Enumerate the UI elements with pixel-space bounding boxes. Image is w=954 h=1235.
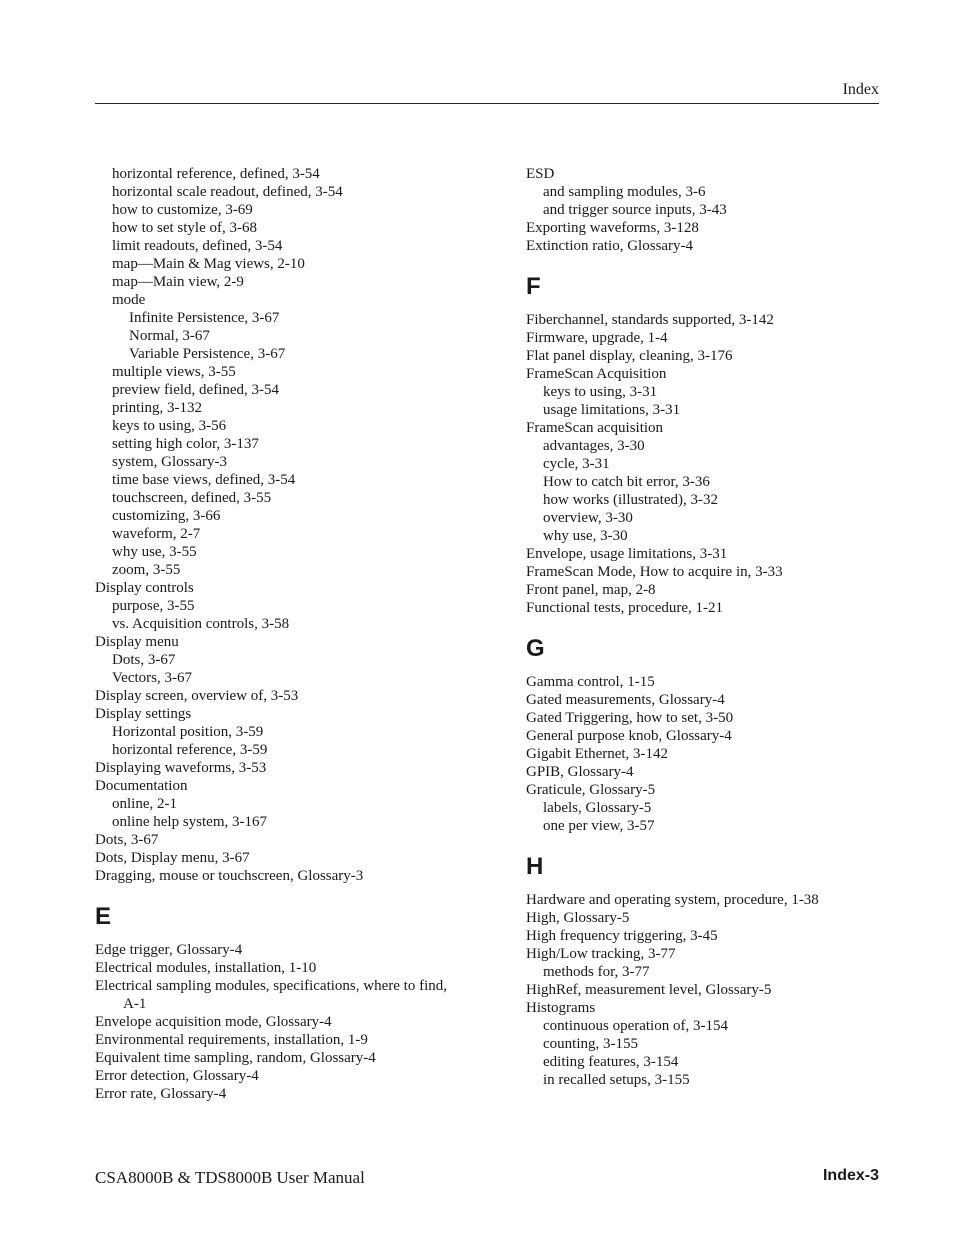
index-subentry: advantages, 3-30 (543, 438, 645, 454)
index-entry: Flat panel display, cleaning, 3-176 (526, 348, 733, 364)
index-subentry: cycle, 3-31 (543, 456, 610, 472)
index-entry: FrameScan Acquisition (526, 366, 667, 382)
index-entry: Graticule, Glossary-5 (526, 782, 656, 798)
index-entry: Envelope acquisition mode, Glossary-4 (95, 1014, 332, 1030)
index-entry: Documentation (95, 778, 188, 794)
index-column-right (526, 165, 886, 1089)
index-subentry: Variable Persistence, 3-67 (129, 346, 286, 362)
index-entry: Extinction ratio, Glossary-4 (526, 238, 694, 254)
index-entry: Display screen, overview of, 3-53 (95, 688, 299, 704)
index-section-letter: H (526, 853, 544, 880)
index-subentry: keys to using, 3-31 (543, 384, 658, 400)
index-entry: FrameScan acquisition (526, 420, 664, 436)
index-subentry: one per view, 3-57 (543, 818, 655, 834)
index-subentry: how works (illustrated), 3-32 (543, 492, 718, 508)
index-subentry: online help system, 3-167 (112, 814, 267, 830)
index-subentry: Dots, 3-67 (112, 652, 176, 668)
index-entry: Electrical modules, installation, 1-10 (95, 960, 317, 976)
index-entry: Dots, Display menu, 3-67 (95, 850, 250, 866)
index-entry: Functional tests, procedure, 1-21 (526, 600, 724, 616)
index-subentry: why use, 3-55 (112, 544, 197, 560)
index-entry: Front panel, map, 2-8 (526, 582, 656, 598)
index-entry: Display menu (95, 634, 179, 650)
index-subentry: overview, 3-30 (543, 510, 633, 526)
footer-manual-title: CSA8000B & TDS8000B User Manual (95, 1168, 365, 1187)
index-subentry: horizontal scale readout, defined, 3-54 (112, 184, 343, 200)
index-subentry: printing, 3-132 (112, 400, 202, 416)
index-subentry: setting high color, 3-137 (112, 436, 259, 452)
index-subentry: keys to using, 3-56 (112, 418, 227, 434)
index-subentry: how to customize, 3-69 (112, 202, 253, 218)
index-entry: Histograms (526, 1000, 596, 1016)
index-subentry: horizontal reference, defined, 3-54 (112, 166, 320, 182)
index-entry: General purpose knob, Glossary-4 (526, 728, 732, 744)
index-entry: Fiberchannel, standards supported, 3-142 (526, 312, 774, 328)
index-subentry: why use, 3-30 (543, 528, 628, 544)
index-subentry: preview field, defined, 3-54 (112, 382, 280, 398)
index-entry: Display settings (95, 706, 192, 722)
index-entry: FrameScan Mode, How to acquire in, 3-33 (526, 564, 783, 580)
index-subentry: customizing, 3-66 (112, 508, 221, 524)
index-subentry: usage limitations, 3-31 (543, 402, 681, 418)
index-subentry: methods for, 3-77 (543, 964, 650, 980)
index-subentry: and trigger source inputs, 3-43 (543, 202, 727, 218)
index-entry: Dragging, mouse or touchscreen, Glossary-3 (95, 868, 364, 884)
index-entry: Error rate, Glossary-4 (95, 1086, 227, 1102)
index-subentry: map—Main view, 2-9 (112, 274, 244, 290)
index-entry: Envelope, usage limitations, 3-31 (526, 546, 728, 562)
index-subentry: mode (112, 292, 146, 308)
index-subentry: horizontal reference, 3-59 (112, 742, 268, 758)
index-section-letter: E (95, 903, 112, 930)
index-entry: GPIB, Glossary-4 (526, 764, 634, 780)
index-entry: Edge trigger, Glossary-4 (95, 942, 243, 958)
index-entry: Gigabit Ethernet, 3-142 (526, 746, 669, 762)
index-entry: HighRef, measurement level, Glossary-5 (526, 982, 772, 998)
index-column-left (95, 165, 455, 1103)
index-subentry: zoom, 3-55 (112, 562, 181, 578)
index-entry: Gated Triggering, how to set, 3-50 (526, 710, 734, 726)
index-entry: Gamma control, 1-15 (526, 674, 655, 690)
index-entry: Firmware, upgrade, 1-4 (526, 330, 668, 346)
index-subentry: online, 2-1 (112, 796, 177, 812)
index-subentry: Vectors, 3-67 (112, 670, 192, 686)
index-subentry: limit readouts, defined, 3-54 (112, 238, 283, 254)
index-entry: Dots, 3-67 (95, 832, 159, 848)
index-entry: Displaying waveforms, 3-53 (95, 760, 267, 776)
index-entry: Display controls (95, 580, 194, 596)
index-subentry: map—Main & Mag views, 2-10 (112, 256, 305, 272)
index-subentry: purpose, 3-55 (112, 598, 195, 614)
index-subentry: labels, Glossary-5 (543, 800, 652, 816)
index-subentry: in recalled setups, 3-155 (543, 1072, 690, 1088)
index-section-letter: F (526, 273, 541, 300)
index-entry: Equivalent time sampling, random, Glossary-4 (95, 1050, 376, 1066)
index-entry: High frequency triggering, 3-45 (526, 928, 718, 944)
index-entry: Exporting waveforms, 3-128 (526, 220, 699, 236)
index-entry: ESD (526, 166, 555, 182)
index-subentry: Infinite Persistence, 3-67 (129, 310, 280, 326)
index-subentry: vs. Acquisition controls, 3-58 (112, 616, 290, 632)
index-section-letter: G (526, 635, 545, 662)
index-entry: Environmental requirements, installation, 1-9 (95, 1032, 368, 1048)
index-subentry: and sampling modules, 3-6 (543, 184, 706, 200)
index-subentry: counting, 3-155 (543, 1036, 638, 1052)
index-subentry: editing features, 3-154 (543, 1054, 679, 1070)
index-entry: High, Glossary-5 (526, 910, 630, 926)
index-subentry: touchscreen, defined, 3-55 (112, 490, 272, 506)
header-rule (95, 103, 879, 104)
footer-page-number: Index-3 (822, 1167, 879, 1184)
index-subentry: how to set style of, 3-68 (112, 220, 257, 236)
index-subentry: waveform, 2-7 (112, 526, 201, 542)
index-subentry: time base views, defined, 3-54 (112, 472, 296, 488)
index-subentry: Horizontal position, 3-59 (112, 724, 264, 740)
index-subentry: multiple views, 3-55 (112, 364, 236, 380)
index-entry: High/Low tracking, 3-77 (526, 946, 676, 962)
index-entry: Gated measurements, Glossary-4 (526, 692, 725, 708)
index-entry: Electrical sampling modules, specifications, where to find, A-1 (95, 978, 447, 1012)
index-entry: Hardware and operating system, procedure, 1-38 (526, 892, 819, 908)
index-subentry: How to catch bit error, 3-36 (543, 474, 710, 490)
index-subentry: continuous operation of, 3-154 (543, 1018, 728, 1034)
index-subentry: Normal, 3-67 (129, 328, 210, 344)
index-entry: Error detection, Glossary-4 (95, 1068, 259, 1084)
index-subentry: system, Glossary-3 (112, 454, 227, 470)
running-header-title: Index (842, 81, 879, 98)
